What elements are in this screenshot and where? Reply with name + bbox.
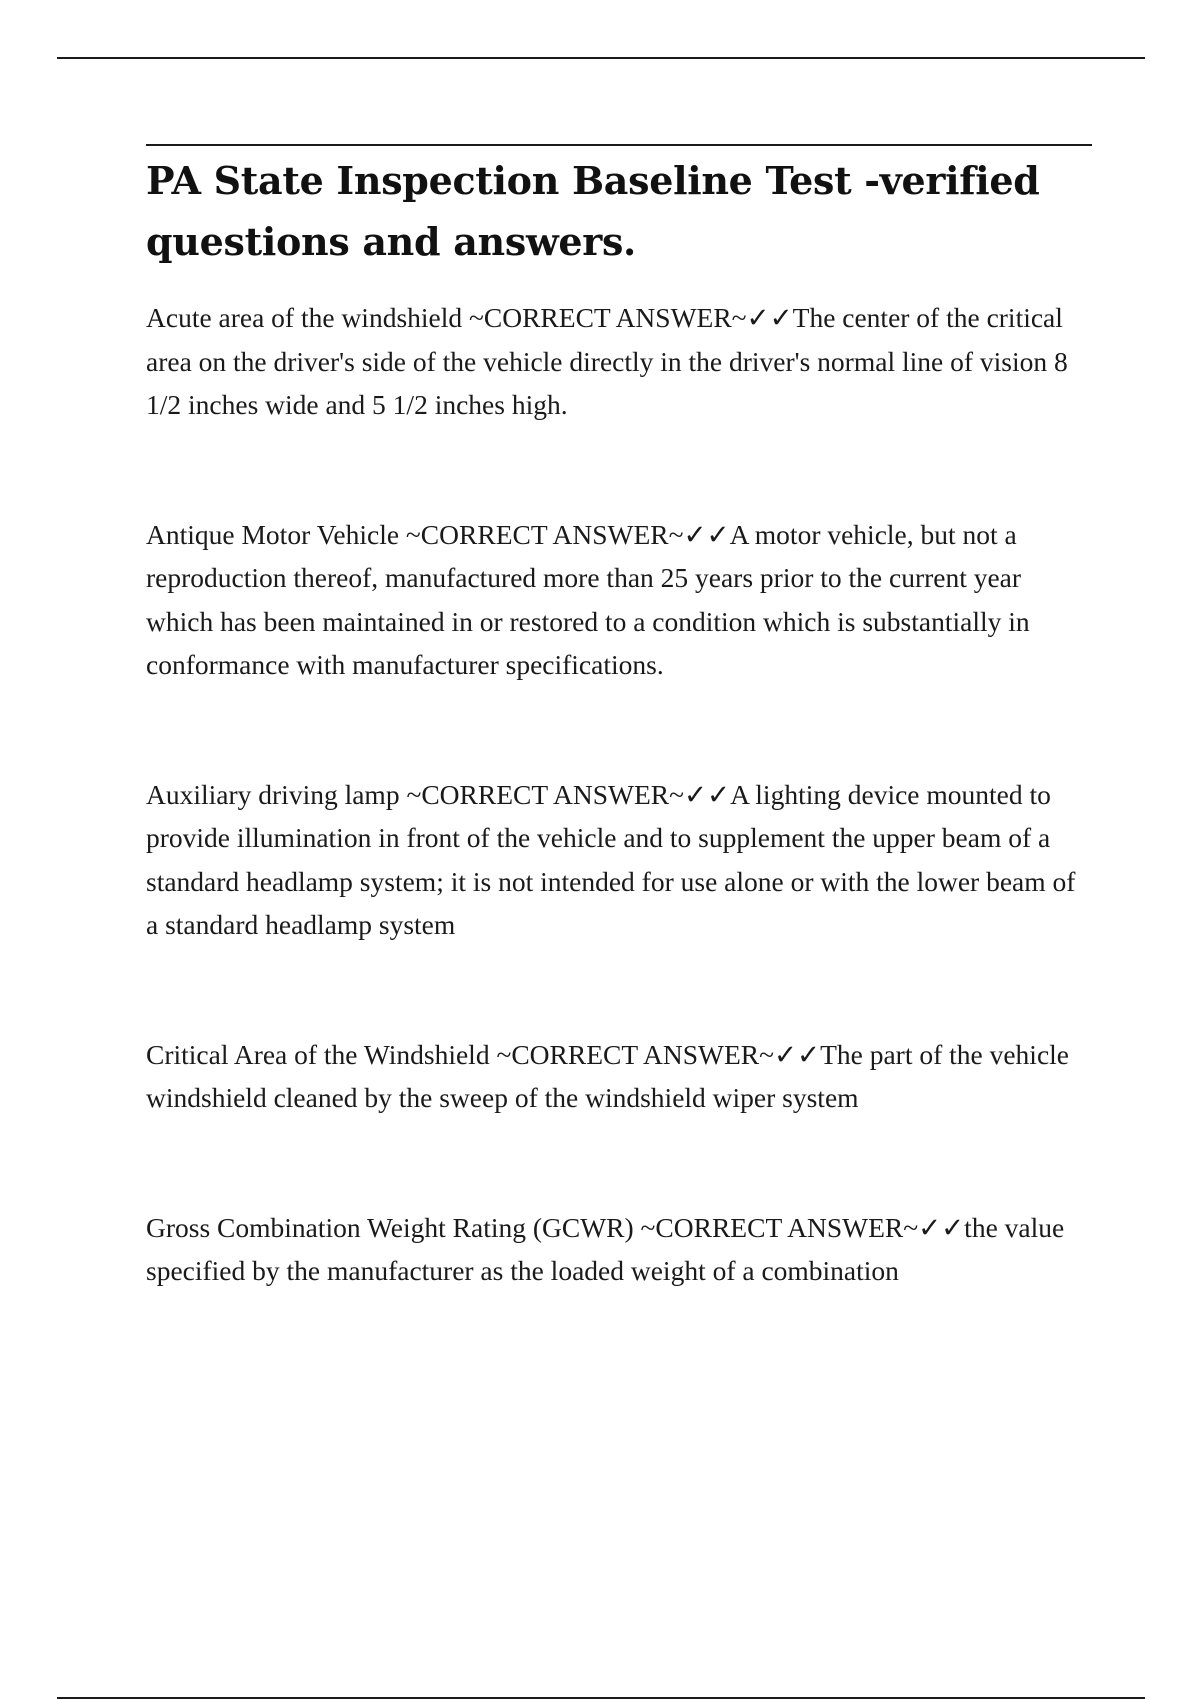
qa-entry-auxiliary-driving-lamp: Auxiliary driving lamp ~CORRECT ANSWER~✓✓A lighting device mounted to provide illumination in front of the vehicle and to supplement the upper beam of a standard headlamp system; it is not intended for use alone or with the lower beam of a standard headlamp system (146, 778, 1076, 940)
qa-entry-antique-motor-vehicle: Antique Motor Vehicle ~CORRECT ANSWER~✓✓A motor vehicle, but not a reproduction thereof, manufactured more than 25 years prior to the current year which has been maintained in or restored to a condition which is substantially in conformance with manufacturer specifications. (146, 518, 1030, 680)
qa-entry-acute-area: Acute area of the windshield ~CORRECT ANSWER~✓✓The center of the critical area on the driver's side of the vehicle directly in the driver's normal line of vision 8 1/2 inches wide and 5 1/2 inches high. (146, 302, 1068, 420)
qa-entry-gcwr: Gross Combination Weight Rating (GCWR) ~CORRECT ANSWER~✓✓the value specified by the manufacturer as the loaded weight of a combination (146, 1211, 1065, 1286)
document-body (146, 144, 1092, 1293)
qa-entry-critical-area: Critical Area of the Windshield ~CORRECT ANSWER~✓✓The part of the vehicle windshield cleaned by the sweep of the windshield wiper system (146, 1038, 1069, 1113)
title-divider (146, 144, 1092, 146)
page-bottom-divider (57, 1697, 1145, 1699)
qa-entries (146, 296, 1092, 1293)
document-title: PA State Inspection Baseline Test -verified questions and answers. (146, 158, 1040, 264)
page-top-divider (57, 57, 1145, 59)
